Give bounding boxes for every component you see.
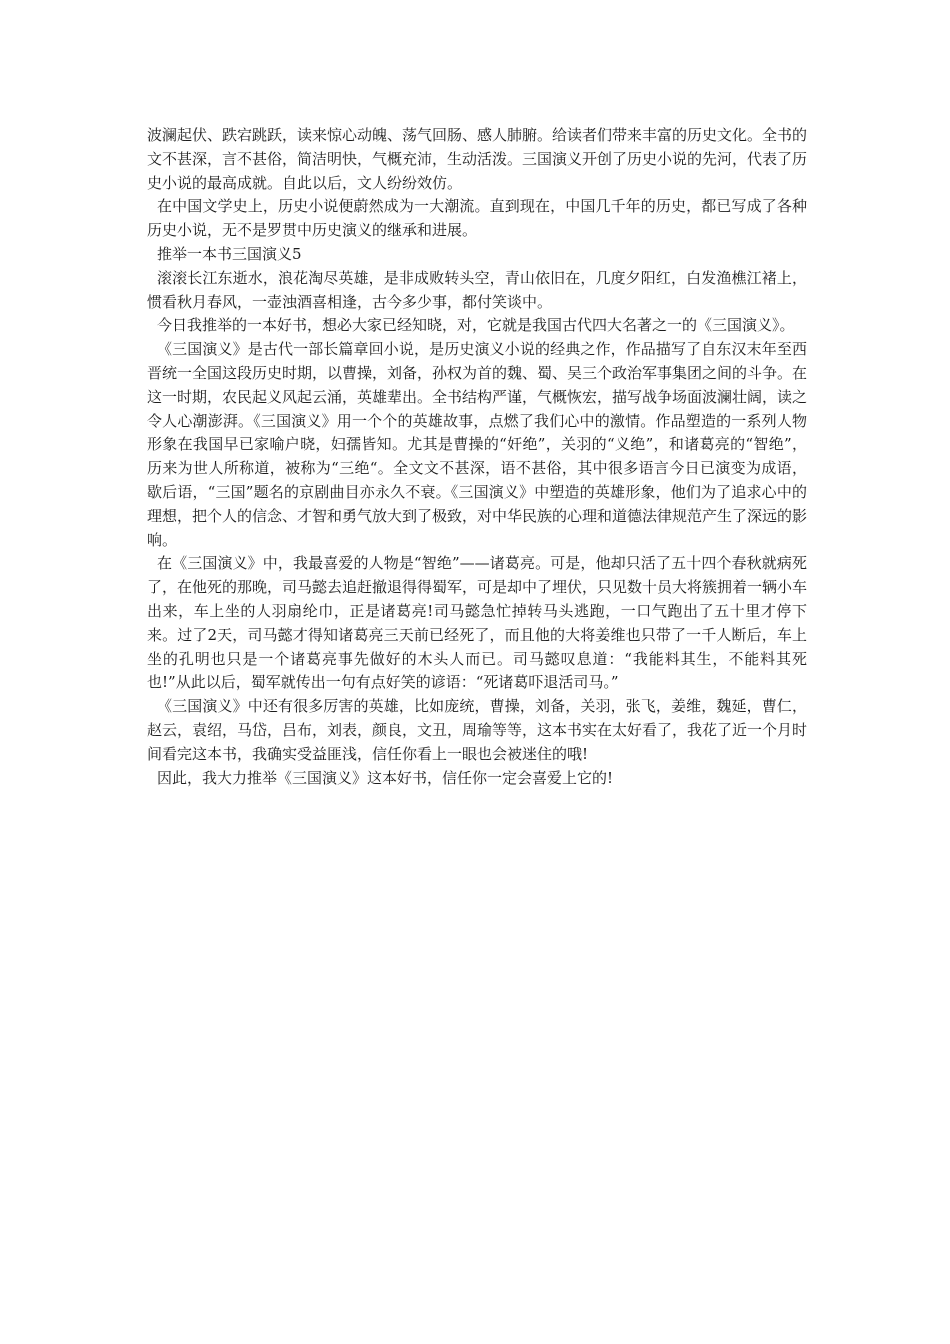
paragraph-intro: 今日我推举的一本好书，想必大家已经知晓，对，它就是我国古代四大名著之一的《三国演义》。 bbox=[157, 316, 795, 335]
paragraph-2: 在中国文学史上，历史小说便蔚然成为一大潮流。直到现在，中国几千年的历史，都已写成了各种历史小说，无不是罗贯中历史演义的继承和进展。 bbox=[147, 197, 807, 240]
article-body bbox=[147, 124, 807, 790]
paragraph-heroes: 《三国演义》中还有很多厉害的英雄，比如庞统，曹操，刘备，关羽，张飞，姜维，魏延，曹仁，赵云，袁绍，马岱，吕布，刘表，颜良，文丑，周瑜等等，这本书实在太好看了，我花了近一个月时间看完这本书，我确实受益匪浅，信任你看上一眼也会被迷住的哦! bbox=[147, 697, 808, 763]
poem-paragraph: 滚滚长江东逝水，浪花淘尽英雄，是非成败转头空，青山依旧在，几度夕阳红，白发渔樵江褚上，惯看秋月春风，一壶浊酒喜相逢，古今多少事，都付笑谈中。 bbox=[147, 268, 807, 311]
paragraph-1: 波澜起伏、跌宕跳跃，读来惊心动魄、荡气回肠、感人肺腑。给读者们带来丰富的历史文化。全书的文不甚深，言不甚俗，简洁明快，气概充沛，生动活泼。三国演义开创了历史小说的先河，代表了历史小说的最高成就。自此以后，文人纷纷效仿。 bbox=[147, 126, 808, 192]
paragraph-zhuge-liang: 在《三国演义》中，我最喜爱的人物是“智绝”——诸葛亮。可是，他却只活了五十四个春秋就病死了，在他死的那晚，司马懿去追赶撤退得得蜀军，可是却中了埋伏，只见数十员大将簇拥着一辆小车出来，车上坐的人羽扇纶巾，正是诸葛亮!司马懿急忙掉转马头逃跑，一口气跑出了五十里才停下来。过了2天，司马懿才得知诸葛亮三天前已经死了，而且他的大将姜维也只带了一千人断后，车上坐的孔明也只是一个诸葛亮事先做好的木头人而已。司马懿叹息道：“我能料其生，不能料其死也!”从此以后，蜀军就传出一句有点好笑的谚语：“死诸葛吓退活司马。” bbox=[147, 554, 808, 692]
paragraph-conclusion: 因此，我大力推举《三国演义》这本好书，信任你一定会喜爱上它的! bbox=[157, 768, 614, 787]
paragraph-summary: 《三国演义》是古代一部长篇章回小说，是历史演义小说的经典之作，作品描写了自东汉末年至西晋统一全国这段历史时期，以曹操，刘备，孙权为首的魏、蜀、吴三个政治军事集团之间的斗争。在这一时期，农民起义风起云涌，英雄辈出。全书结构严谨，气概恢宏，描写战争场面波澜壮阔，读之令人心潮澎湃。《三国演义》用一个个的英雄故事，点燃了我们心中的激情。作品塑造的一系列人物形象在我国早已家喻户晓，妇孺皆知。尤其是曹操的“奸绝”，关羽的“义绝”，和诸葛亮的“智绝”，历来为世人所称道，被称为“三绝“。全文文不甚深，语不甚俗，其中很多语言今日已演变为成语，歇后语，“三国”题名的京剧曲目亦永久不衰。《三国演义》中塑造的英雄形象，他们为了追求心中的理想，把个人的信念、才智和勇气放大到了极致，对中华民族的心理和道德法律规范产生了深远的影响。 bbox=[147, 340, 808, 549]
section-heading: 推举一本书三国演义5 bbox=[157, 244, 302, 263]
